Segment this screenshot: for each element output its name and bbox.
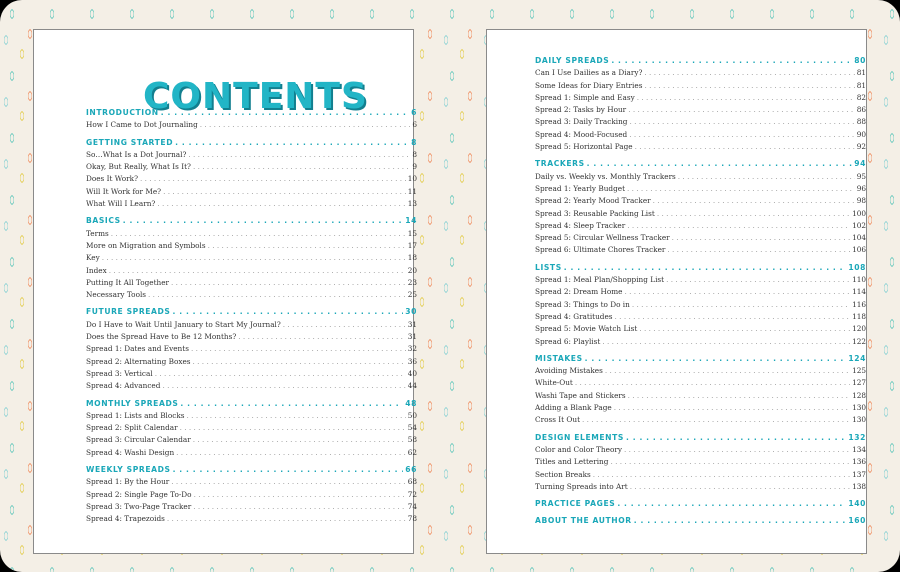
entry-page: 96	[856, 183, 866, 193]
section-title: BASICS	[86, 216, 121, 226]
entry-page: 130	[852, 415, 866, 425]
dot-leader	[161, 108, 409, 117]
toc-section-heading	[86, 138, 417, 150]
toc-entry	[535, 221, 866, 233]
entry-page: 122	[852, 336, 866, 346]
section-title: ABOUT THE AUTHOR	[535, 516, 632, 526]
toc-entry	[86, 369, 417, 381]
toc-entry	[535, 403, 866, 415]
entry-page: 130	[852, 403, 866, 413]
entry-title: Does It Work?	[86, 174, 138, 184]
entry-page: 92	[856, 142, 866, 152]
toc-entry	[86, 320, 417, 332]
entry-title: Spread 5: Circular Wellness Tracker	[535, 233, 670, 243]
dot-leader	[634, 516, 847, 525]
toc-left	[86, 108, 417, 527]
entry-page: 31	[407, 332, 417, 342]
entry-page: 74	[407, 501, 417, 511]
entry-title: Can I Use Dailies as a Diary?	[535, 68, 643, 78]
entry-page: 31	[407, 319, 417, 329]
dot-leader	[666, 275, 850, 284]
dot-leader	[193, 162, 410, 171]
toc-entry	[535, 391, 866, 403]
dot-leader	[109, 266, 406, 275]
toc-section-heading	[86, 108, 417, 120]
entry-page: 72	[407, 489, 417, 499]
dot-leader	[629, 130, 854, 139]
entry-page: 6	[412, 120, 417, 130]
entry-page: 20	[407, 265, 417, 275]
entry-page: 10	[407, 174, 417, 184]
dot-leader	[162, 381, 405, 390]
dot-leader	[639, 324, 850, 333]
dot-leader	[672, 233, 850, 242]
toc-entry	[86, 253, 417, 265]
entry-page: 88	[856, 117, 866, 127]
section-page: 8	[411, 137, 417, 147]
entry-title: Spread 6: Ultimate Chores Tracker	[535, 245, 666, 255]
section-title: TRACKERS	[535, 159, 585, 169]
section-page: 48	[405, 398, 417, 408]
dot-leader	[630, 482, 850, 491]
right-page	[486, 29, 867, 554]
entry-page: 98	[856, 196, 866, 206]
entry-title: Key	[86, 253, 100, 263]
section-title: DESIGN ELEMENTS	[535, 432, 624, 442]
toc-entry	[535, 209, 866, 221]
toc-entry	[86, 477, 417, 489]
dot-leader	[653, 196, 855, 205]
entry-title: Spread 2: Alternating Boxes	[86, 356, 191, 366]
entry-page: 54	[407, 423, 417, 433]
dot-leader	[283, 320, 406, 329]
toc-entry	[535, 130, 866, 142]
entry-title: Turning Spreads into Art	[535, 481, 628, 491]
dot-leader	[624, 445, 850, 454]
section-page: 6	[411, 108, 417, 117]
toc-entry	[86, 290, 417, 302]
entry-title: Spread 2: Single Page To-Do	[86, 489, 192, 499]
toc-entry	[86, 187, 417, 199]
toc-entry	[535, 68, 866, 80]
toc-entry	[535, 105, 866, 117]
entry-title: Spread 5: Horizontal Page	[535, 142, 633, 152]
entry-page: 78	[407, 514, 417, 524]
dot-leader	[627, 184, 855, 193]
dot-leader	[173, 307, 404, 316]
toc-entry	[86, 514, 417, 526]
left-page	[33, 29, 417, 554]
toc-entry	[86, 448, 417, 460]
entry-page: 125	[852, 366, 866, 376]
toc-entry	[535, 81, 866, 93]
entry-title: Spread 4: Sleep Tracker	[535, 220, 626, 230]
entry-page: 138	[852, 481, 866, 491]
entry-title: Spread 2: Tasks by Hour	[535, 105, 627, 115]
section-page: 132	[848, 432, 866, 442]
toc-entry	[86, 332, 417, 344]
entry-page: 110	[852, 275, 866, 285]
entry-title: More on Migration and Symbols	[86, 240, 206, 250]
entry-title: Spread 2: Yearly Mood Tracker	[535, 196, 651, 206]
toc-section-heading	[86, 399, 417, 411]
entry-page: 11	[407, 186, 417, 196]
dot-leader	[629, 117, 854, 126]
dot-leader	[171, 278, 406, 287]
entry-page: 82	[856, 92, 866, 102]
entry-page: 81	[856, 68, 866, 78]
dot-leader	[176, 448, 406, 457]
dot-leader	[111, 229, 406, 238]
toc-entry	[535, 366, 866, 378]
entry-title: Spread 3: Daily Tracking	[535, 117, 628, 127]
dot-leader	[610, 457, 850, 466]
toc-entry	[535, 337, 866, 349]
entry-page: 81	[856, 80, 866, 90]
dot-leader	[585, 354, 847, 363]
entry-page: 36	[407, 356, 417, 366]
toc-section-heading	[535, 433, 866, 445]
dot-leader	[637, 93, 855, 102]
dot-leader	[587, 159, 853, 168]
entry-page: 25	[407, 290, 417, 300]
toc-entry	[86, 266, 417, 278]
dot-leader	[175, 138, 409, 147]
toc-entry	[86, 411, 417, 423]
entry-title: Will It Work for Me?	[86, 186, 162, 196]
dot-leader	[617, 499, 846, 508]
entry-title: What Will I Learn?	[86, 199, 156, 209]
entry-page: 118	[852, 311, 866, 321]
entry-title: Spread 3: Vertical	[86, 368, 153, 378]
dot-leader	[163, 187, 406, 196]
dot-leader	[644, 81, 854, 90]
dot-leader	[148, 290, 406, 299]
toc-entry	[535, 287, 866, 299]
dot-leader	[188, 150, 410, 159]
dot-leader	[173, 465, 404, 474]
entry-title: How I Came to Dot Journaling	[86, 120, 198, 130]
entry-page: 86	[856, 105, 866, 115]
dot-leader	[615, 312, 851, 321]
entry-title: Washi Tape and Stickers	[535, 390, 626, 400]
entry-title: Spread 1: Simple and Easy	[535, 92, 635, 102]
dot-leader	[180, 423, 406, 432]
entry-page: 106	[852, 245, 866, 255]
dot-leader	[605, 366, 850, 375]
entry-title: Spread 6: Playlist	[535, 336, 601, 346]
entry-title: Avoiding Mistakes	[535, 366, 603, 376]
entry-title: Spread 1: Yearly Budget	[535, 183, 626, 193]
entry-page: 17	[407, 240, 417, 250]
entry-page: 18	[407, 253, 417, 263]
entry-title: Terms	[86, 228, 109, 238]
section-page: 160	[848, 516, 866, 526]
toc-entry	[535, 117, 866, 129]
entry-title: Spread 4: Trapezoids	[86, 514, 165, 524]
dot-leader	[593, 470, 850, 479]
toc-section-heading	[535, 516, 866, 528]
section-title: FUTURE SPREADS	[86, 307, 171, 317]
dot-leader	[102, 253, 406, 262]
entry-title: Section Breaks	[535, 469, 591, 479]
toc-section-heading	[535, 56, 866, 68]
section-page: 140	[848, 499, 866, 509]
dot-leader	[208, 241, 406, 250]
toc-section-heading	[535, 263, 866, 275]
dot-leader	[602, 337, 850, 346]
entry-page: 134	[852, 444, 866, 454]
toc-entry	[535, 184, 866, 196]
dot-leader	[678, 172, 855, 181]
entry-page: 104	[852, 233, 866, 243]
entry-title: Index	[86, 265, 107, 275]
entry-page: 114	[852, 287, 866, 297]
dot-leader	[193, 502, 405, 511]
dot-leader	[564, 263, 847, 272]
toc-entry	[535, 470, 866, 482]
entry-page: 62	[407, 447, 417, 457]
section-title: LISTS	[535, 262, 562, 272]
entry-title: Necessary Tools	[86, 290, 147, 300]
entry-page: 23	[407, 277, 417, 287]
toc-section-heading	[535, 159, 866, 171]
dot-leader	[614, 403, 850, 412]
entry-title: Some Ideas for Diary Entries	[535, 80, 643, 90]
entry-title: Spread 2: Split Calendar	[86, 423, 178, 433]
toc-entry	[535, 172, 866, 184]
dot-leader	[180, 399, 403, 408]
dot-leader	[193, 435, 406, 444]
dot-leader	[626, 433, 846, 442]
entry-title: Adding a Blank Page	[535, 403, 612, 413]
section-page: 124	[848, 353, 866, 363]
toc-entry	[86, 423, 417, 435]
entry-title: Spread 2: Dream Home	[535, 287, 623, 297]
entry-title: So…What Is a Dot Journal?	[86, 149, 187, 159]
toc-entry	[86, 357, 417, 369]
toc-entry	[86, 381, 417, 393]
dot-leader	[123, 216, 403, 225]
entry-title: Color and Color Theory	[535, 444, 622, 454]
entry-page: 40	[407, 368, 417, 378]
section-page: 94	[854, 159, 866, 169]
entry-title: Does the Spread Have to Be 12 Months?	[86, 332, 237, 342]
entry-title: Spread 4: Gratitudes	[535, 311, 613, 321]
entry-page: 128	[852, 390, 866, 400]
toc-entry	[535, 445, 866, 457]
entry-title: Okay, But Really, What Is It?	[86, 162, 191, 172]
dot-leader	[657, 209, 850, 218]
contents-title: CONTENTS	[143, 76, 368, 117]
entry-title: Spread 4: Advanced	[86, 381, 161, 391]
entry-page: 9	[412, 162, 417, 172]
dot-leader	[194, 490, 406, 499]
toc-entry	[535, 245, 866, 257]
toc-entry	[86, 120, 417, 132]
entry-page: 44	[407, 381, 417, 391]
dot-leader	[667, 245, 850, 254]
entry-title: Spread 4: Washi Design	[86, 447, 175, 457]
toc-entry	[535, 324, 866, 336]
section-title: PRACTICE PAGES	[535, 499, 616, 509]
toc-entry	[535, 142, 866, 154]
toc-section-heading	[86, 465, 417, 477]
toc-entry	[86, 435, 417, 447]
toc-entry	[535, 415, 866, 427]
entry-page: 90	[856, 129, 866, 139]
section-page: 108	[848, 262, 866, 272]
toc-section-heading	[535, 354, 866, 366]
toc-entry	[86, 174, 417, 186]
entry-title: Spread 1: By the Hour	[86, 477, 170, 487]
entry-page: 102	[852, 220, 866, 230]
entry-title: Spread 5: Movie Watch List	[535, 324, 638, 334]
toc-right	[535, 56, 866, 529]
entry-page: 136	[852, 457, 866, 467]
dot-leader	[575, 378, 850, 387]
entry-title: Spread 3: Things to Do in	[535, 299, 630, 309]
dot-leader	[632, 300, 850, 309]
toc-entry	[86, 241, 417, 253]
toc-entry	[535, 457, 866, 469]
entry-title: Putting It All Together	[86, 277, 170, 287]
entry-page: 100	[852, 208, 866, 218]
dot-leader	[611, 56, 852, 65]
toc-section-heading	[86, 216, 417, 228]
entry-title: Spread 1: Lists and Blocks	[86, 410, 185, 420]
toc-entry	[86, 502, 417, 514]
entry-page: 15	[407, 228, 417, 238]
toc-entry	[535, 312, 866, 324]
toc-entry	[535, 275, 866, 287]
section-title: MISTAKES	[535, 353, 583, 363]
toc-entry	[535, 196, 866, 208]
entry-title: Daily vs. Weekly vs. Monthly Trackers	[535, 171, 676, 181]
section-title: GETTING STARTED	[86, 137, 174, 147]
entry-page: 95	[856, 171, 866, 181]
toc-section-heading	[535, 499, 866, 511]
dot-leader	[171, 477, 405, 486]
dot-leader	[628, 105, 855, 114]
toc-entry	[86, 229, 417, 241]
entry-page: 58	[407, 435, 417, 445]
dot-leader	[635, 142, 855, 151]
entry-page: 32	[407, 344, 417, 354]
toc-entry	[535, 233, 866, 245]
section-title: DAILY SPREADS	[535, 56, 610, 65]
entry-title: Cross It Out	[535, 415, 581, 425]
section-page: 14	[405, 216, 417, 226]
dot-leader	[582, 415, 850, 424]
entry-page: 116	[852, 299, 866, 309]
section-title: MONTHLY SPREADS	[86, 398, 179, 408]
section-title: WEEKLY SPREADS	[86, 465, 171, 475]
dot-leader	[140, 174, 406, 183]
entry-title: Do I Have to Wait Until January to Start My Journal?	[86, 319, 281, 329]
entry-page: 127	[852, 378, 866, 388]
toc-entry	[86, 278, 417, 290]
dot-leader	[193, 357, 406, 366]
toc-entry	[535, 482, 866, 494]
toc-entry	[86, 199, 417, 211]
entry-title: Titles and Lettering	[535, 457, 609, 467]
entry-page: 137	[852, 469, 866, 479]
toc-entry	[535, 93, 866, 105]
dot-leader	[187, 411, 406, 420]
entry-title: Spread 3: Circular Calendar	[86, 435, 191, 445]
dot-leader	[167, 514, 406, 523]
section-page: 80	[854, 56, 866, 65]
entry-title: Spread 1: Meal Plan/Shopping List	[535, 275, 665, 285]
dot-leader	[238, 332, 405, 341]
dot-leader	[644, 68, 854, 77]
entry-title: Spread 4: Mood-Focused	[535, 129, 628, 139]
toc-entry	[86, 150, 417, 162]
toc-entry	[535, 300, 866, 312]
entry-page: 120	[852, 324, 866, 334]
toc-section-heading	[86, 307, 417, 319]
dot-leader	[191, 344, 406, 353]
entry-page: 8	[412, 149, 417, 159]
toc-entry	[86, 162, 417, 174]
dot-leader	[200, 120, 411, 129]
section-page: 66	[405, 465, 417, 475]
entry-title: Spread 1: Dates and Events	[86, 344, 189, 354]
dot-leader	[628, 391, 850, 400]
dot-leader	[157, 199, 405, 208]
entry-page: 13	[407, 199, 417, 209]
section-title: INTRODUCTION	[86, 108, 159, 117]
entry-title: Spread 3: Reusable Packing List	[535, 208, 655, 218]
section-page: 30	[405, 307, 417, 317]
entry-page: 68	[407, 477, 417, 487]
toc-entry	[86, 344, 417, 356]
dot-leader	[155, 369, 406, 378]
entry-title: White-Out	[535, 378, 573, 388]
dot-leader	[624, 287, 850, 296]
toc-entry	[535, 378, 866, 390]
entry-title: Spread 3: Two-Page Tracker	[86, 501, 192, 511]
dot-leader	[627, 221, 850, 230]
entry-page: 50	[407, 410, 417, 420]
toc-entry	[86, 490, 417, 502]
